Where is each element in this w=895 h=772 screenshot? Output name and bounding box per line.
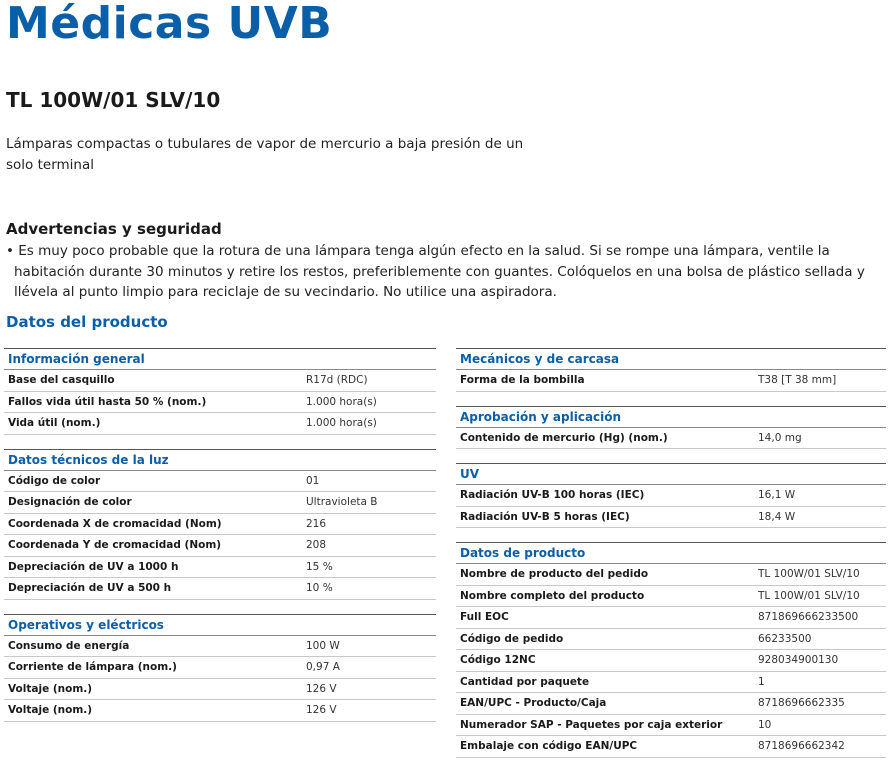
spec-label: Consumo de energía — [8, 639, 130, 652]
spec-value: 208 — [306, 539, 327, 551]
spec-row — [4, 471, 436, 493]
spec-group-aprobacion-y-aplicacion — [456, 406, 886, 450]
spec-row — [4, 514, 436, 536]
spec-row — [4, 392, 436, 414]
spec-group-title: Operativos y eléctricos — [4, 614, 436, 636]
spec-row — [456, 507, 886, 529]
spec-value: Ultravioleta B — [306, 496, 378, 508]
spec-row — [456, 586, 886, 608]
spec-row — [456, 607, 886, 629]
spec-value: 100 W — [306, 639, 340, 652]
spec-label: Coordenada X de cromacidad (Nom) — [8, 517, 222, 530]
spec-label: Coordenada Y de cromacidad (Nom) — [8, 539, 222, 551]
spec-row — [4, 578, 436, 600]
product-subtitle: TL 100W/01 SLV/10 — [6, 88, 221, 112]
warnings-text: • Es muy poco probable que la rotura de una lámpara tenga algún efecto en la salud. Si se rompe una lámpara, ventile la habitación durante 30 minutos y retire los restos, preferiblemente con guantes. Colóquelos en una bolsa de plástico sellada y llévela al punto limpio para reciclaje de su vecindario. No utilice una aspiradora. — [6, 243, 865, 300]
spec-label: Voltaje (nom.) — [8, 704, 93, 716]
spec-row — [4, 557, 436, 579]
spec-label: Depreciación de UV a 500 h — [8, 582, 172, 594]
spec-label: Vida útil (nom.) — [8, 417, 101, 429]
spec-value: 8718696662335 — [758, 697, 845, 709]
spec-row — [4, 657, 436, 679]
spec-row — [4, 535, 436, 557]
spec-group-title: UV — [456, 463, 886, 485]
spec-row — [456, 428, 886, 450]
spec-value: 01 — [306, 474, 320, 487]
spec-label: Fallos vida útil hasta 50 % (nom.) — [8, 395, 207, 408]
spec-value: TL 100W/01 SLV/10 — [758, 589, 860, 602]
spec-group-operativos-y-electricos — [4, 614, 436, 722]
spec-label: Cantidad por paquete — [460, 675, 590, 688]
spec-group-title: Mecánicos y de carcasa — [456, 348, 886, 370]
spec-label: Numerador SAP - Paquetes por caja exterior — [460, 718, 723, 731]
spec-group-datos-tecnicos-de-la-luz — [4, 449, 436, 600]
spec-label: Base del casquillo — [8, 374, 115, 386]
spec-group-uv — [456, 463, 886, 528]
spec-value: 1 — [758, 675, 765, 688]
right-spec-column — [456, 348, 886, 772]
spec-value: 16,1 W — [758, 489, 796, 501]
spec-label: Contenido de mercurio (Hg) (nom.) — [460, 431, 668, 444]
spec-value: 871869666233500 — [758, 611, 859, 623]
spec-value: 126 V — [306, 682, 337, 695]
spec-value: 66233500 — [758, 632, 812, 645]
spec-row — [456, 564, 886, 586]
spec-value: T38 [T 38 mm] — [758, 374, 837, 386]
spec-row — [456, 672, 886, 694]
spec-value: 1.000 hora(s) — [306, 395, 377, 408]
spec-row — [4, 636, 436, 658]
left-spec-column — [4, 348, 436, 736]
spec-value: 0,97 A — [306, 661, 340, 673]
spec-row — [456, 650, 886, 672]
spec-group-title: Datos técnicos de la luz — [4, 449, 436, 471]
spec-label: Radiación UV-B 100 horas (IEC) — [460, 489, 645, 501]
spec-group-mecanicos-y-de-carcasa — [456, 348, 886, 392]
spec-label: Depreciación de UV a 1000 h — [8, 560, 179, 573]
spec-label: EAN/UPC - Producto/Caja — [460, 697, 607, 709]
spec-label: Código de color — [8, 474, 101, 487]
spec-label: Voltaje (nom.) — [8, 682, 93, 695]
spec-row — [456, 485, 886, 507]
spec-label: Código de pedido — [460, 632, 564, 645]
product-data-title: Datos del producto — [6, 313, 168, 331]
spec-value: 10 % — [306, 582, 333, 594]
spec-group-informacion-general — [4, 348, 436, 435]
spec-label: Nombre de producto del pedido — [460, 568, 649, 580]
spec-value: R17d (RDC) — [306, 374, 368, 386]
spec-row — [4, 679, 436, 701]
spec-value: 8718696662342 — [758, 740, 845, 752]
spec-row — [456, 370, 886, 392]
spec-row — [456, 715, 886, 737]
spec-row — [456, 629, 886, 651]
spec-value: 18,4 W — [758, 510, 796, 523]
spec-row — [456, 736, 886, 758]
spec-label: Full EOC — [460, 611, 509, 623]
spec-label: Código 12NC — [460, 654, 536, 666]
spec-label: Corriente de lámpara (nom.) — [8, 661, 177, 673]
spec-row — [4, 700, 436, 722]
warnings-heading: Advertencias y seguridad — [6, 220, 222, 238]
spec-row — [4, 492, 436, 514]
spec-value: 15 % — [306, 560, 333, 573]
spec-label: Forma de la bombilla — [460, 374, 585, 386]
page-title: Médicas UVB — [6, 0, 333, 49]
spec-group-title: Aprobación y aplicación — [456, 406, 886, 428]
product-description: Lámparas compactas o tubulares de vapor de mercurio a baja presión de un solo terminal — [6, 136, 524, 173]
spec-value: 928034900130 — [758, 654, 839, 666]
spec-value: TL 100W/01 SLV/10 — [758, 568, 860, 580]
spec-label: Embalaje con código EAN/UPC — [460, 740, 638, 752]
spec-value: 126 V — [306, 704, 337, 716]
spec-group-datos-de-producto — [456, 542, 886, 758]
spec-group-title: Datos de producto — [456, 542, 886, 564]
spec-value: 216 — [306, 517, 327, 530]
spec-label: Designación de color — [8, 496, 132, 508]
spec-value: 14,0 mg — [758, 431, 802, 444]
spec-value: 1.000 hora(s) — [306, 417, 377, 429]
spec-value: 10 — [758, 718, 772, 731]
spec-row — [4, 413, 436, 435]
spec-group-title: Información general — [4, 348, 436, 370]
spec-row — [4, 370, 436, 392]
spec-row — [456, 693, 886, 715]
spec-label: Nombre completo del producto — [460, 589, 645, 602]
spec-label: Radiación UV-B 5 horas (IEC) — [460, 510, 630, 523]
